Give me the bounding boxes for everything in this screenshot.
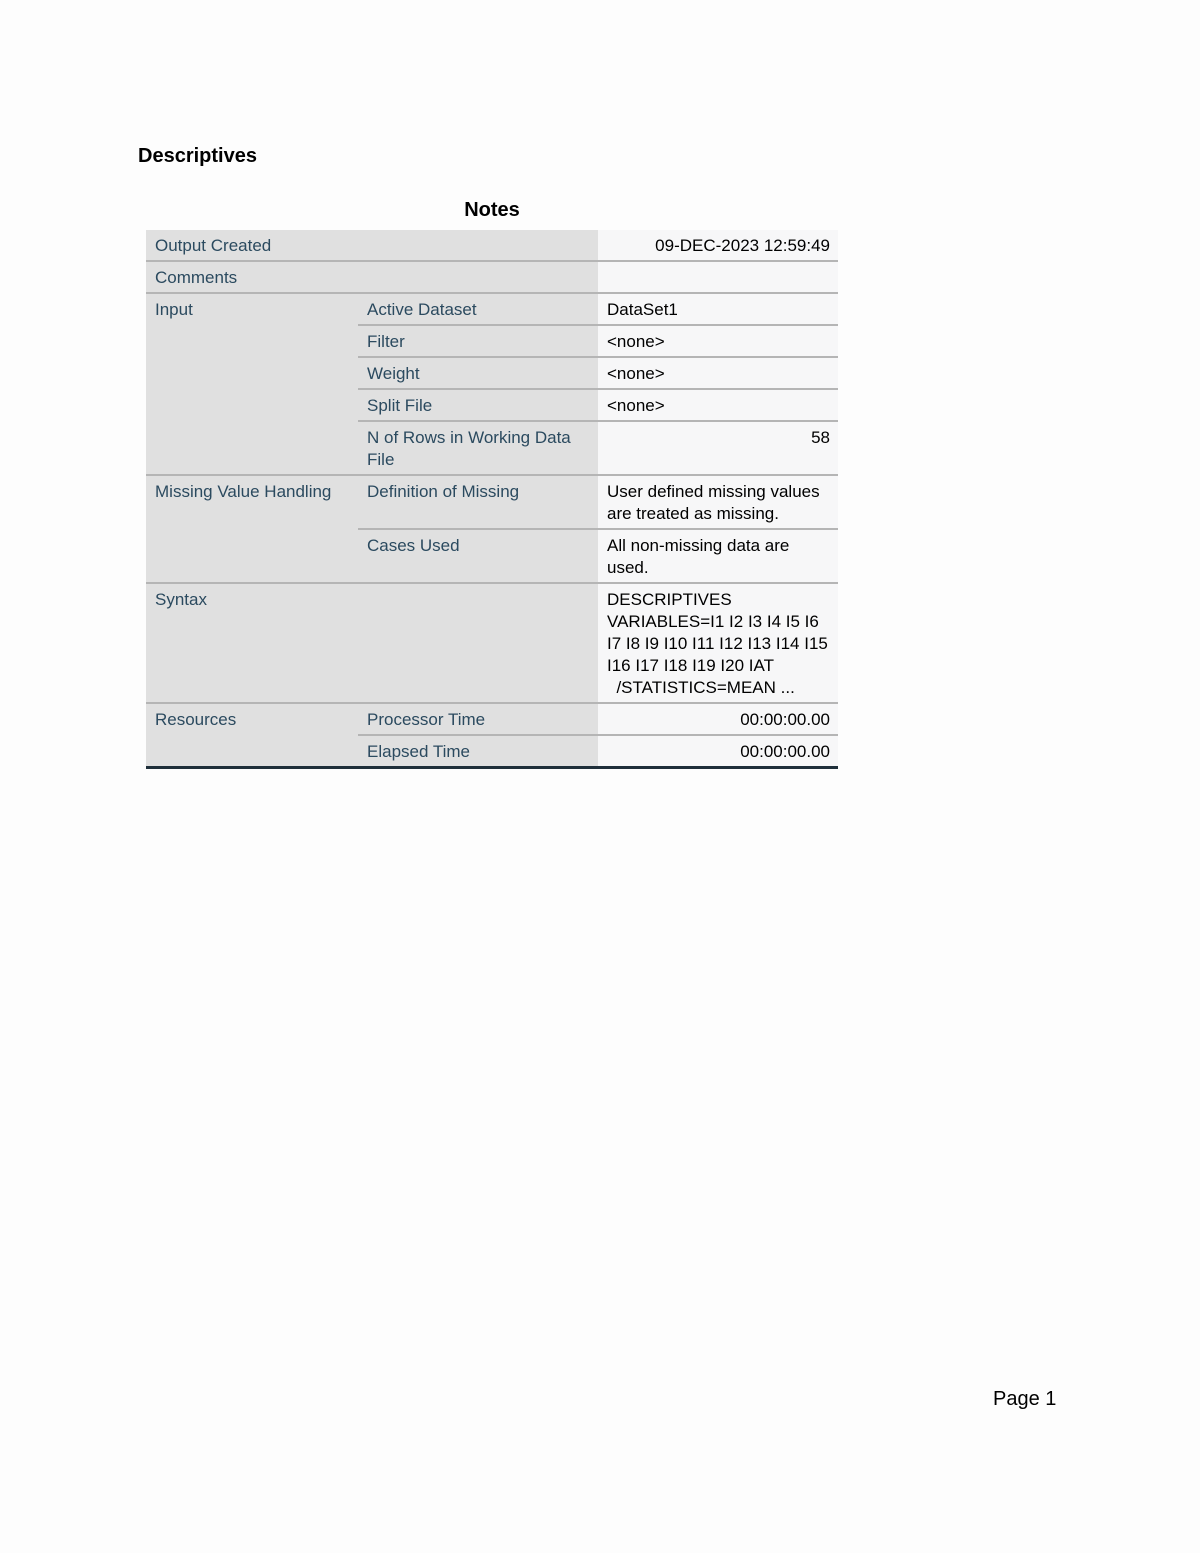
section-title: Descriptives	[138, 145, 257, 167]
row-label-n-rows: N of Rows in Working Data File	[358, 421, 598, 475]
syntax-text: DESCRIPTIVES VARIABLES=I1 I2 I3 I4 I5 I6 I7 I8 I9 I10 I11 I12 I13 I14 I15 I16 I17 I18 I19 I20 IAT	[607, 590, 828, 675]
weight-value: <none>	[598, 357, 838, 389]
split-file-value: <none>	[598, 389, 838, 421]
row-label-cases-used: Cases Used	[358, 529, 598, 583]
row-label-elapsed-time: Elapsed Time	[358, 735, 598, 768]
table-row	[146, 230, 838, 261]
row-label-comments: Comments	[146, 261, 598, 293]
row-label-active-dataset: Active Dataset	[358, 293, 598, 325]
group-label-input: Input	[146, 293, 358, 475]
table-row	[146, 475, 838, 529]
row-label-split-file: Split File	[358, 389, 598, 421]
elapsed-time-value: 00:00:00.00	[598, 735, 838, 768]
table-row	[146, 261, 838, 293]
group-label-missing: Missing Value Handling	[146, 475, 358, 583]
n-rows-value: 58	[598, 421, 838, 475]
row-label-processor-time: Processor Time	[358, 703, 598, 735]
notes-table	[146, 230, 838, 769]
active-dataset-value: DataSet1	[598, 293, 838, 325]
row-label-definition-of-missing: Definition of Missing	[358, 475, 598, 529]
table-row	[146, 703, 838, 735]
cases-used-value: All non-missing data are used.	[598, 529, 838, 583]
output-created-value: 09-DEC-2023 12:59:49	[598, 230, 838, 261]
table-row	[146, 293, 838, 325]
syntax-text-line2: /STATISTICS=MEAN ...	[607, 678, 795, 697]
group-label-resources: Resources	[146, 703, 358, 768]
table-row	[146, 583, 838, 703]
definition-of-missing-value: User defined missing values are treated as missing.	[598, 475, 838, 529]
processor-time-value: 00:00:00.00	[598, 703, 838, 735]
comments-value	[598, 261, 838, 293]
row-label-output-created: Output Created	[146, 230, 598, 261]
row-label-filter: Filter	[358, 325, 598, 357]
table-caption: Notes	[464, 199, 520, 221]
syntax-value	[598, 583, 838, 703]
row-label-weight: Weight	[358, 357, 598, 389]
filter-value: <none>	[598, 325, 838, 357]
page-number: Page 1	[993, 1388, 1057, 1410]
row-label-syntax: Syntax	[146, 583, 598, 703]
